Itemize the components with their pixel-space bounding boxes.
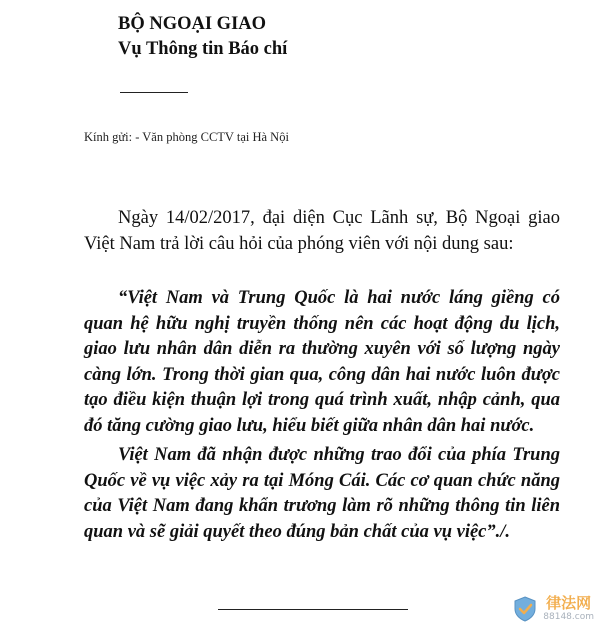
recipient-line: Kính gửi: - Văn phòng CCTV tại Hà Nội (84, 130, 289, 144)
shield-logo-icon (511, 595, 539, 623)
document-header (118, 12, 287, 93)
watermark-title: 律法网 (546, 594, 592, 612)
department-name: Vụ Thông tin Báo chí (118, 39, 288, 59)
quote-paragraph-1: “Việt Nam và Trung Quốc là hai nước láng giềng có quan hệ hữu nghị truyền thống nên các hoạt động du lịch, giao lưu nhân dân diễn ra thường xuyên với số lượng ngày càng lớn. Trong thời gian qua, công dân hai nước luôn được tạo điều kiện thuận lợi trong quá trình xuất, nhập cảnh, qua đó tăng cường giao lưu, hiểu biết giữa nhân dân hai nước. (84, 288, 560, 436)
quoted-statement (84, 286, 560, 545)
quote-paragraph-2: Việt Nam đã nhận được những trao đổi của phía Trung Quốc về vụ việc xảy ra tại Móng Cái. Các cơ quan chức năng của Việt Nam đang khẩn trương làm rõ những thông tin liên quan và sẽ giải quyết theo đúng bản chất của vụ việc”./. (84, 445, 560, 542)
watermark-subtitle: 88148.com (543, 612, 594, 622)
footer-divider (218, 609, 408, 610)
intro-paragraph: Ngày 14/02/2017, đại diện Cục Lãnh sự, Bộ Ngoại giao Việt Nam trả lời câu hỏi của phóng viên với nội dung sau: (84, 208, 560, 254)
watermark (511, 595, 594, 623)
ministry-name: BỘ NGOẠI GIAO (118, 14, 267, 34)
header-divider (120, 92, 188, 93)
